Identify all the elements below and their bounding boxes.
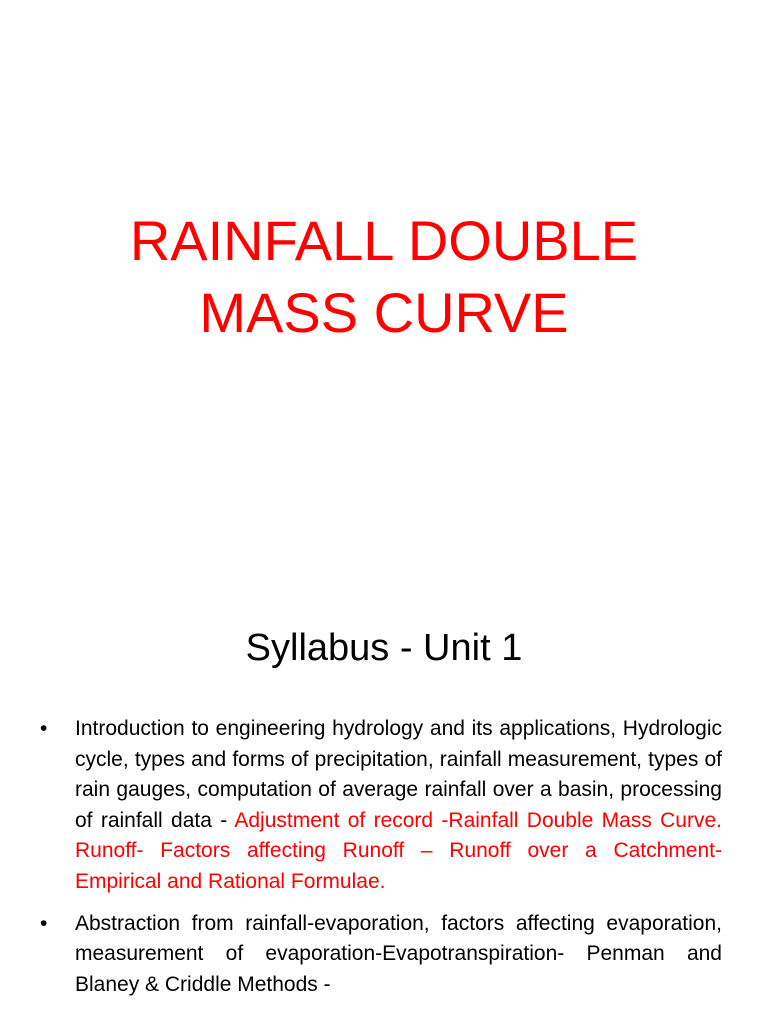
syllabus-heading: Syllabus - Unit 1 <box>245 627 523 669</box>
bullet-icon: • <box>40 911 48 935</box>
syllabus-bullet-list <box>40 714 722 1011</box>
slide-title-line-1: RAINFALL DOUBLE <box>129 209 639 272</box>
syllabus-bullet-item <box>40 714 722 898</box>
slide-title-line-2: MASS CURVE <box>199 281 569 344</box>
bullet-text: Introduction to engineering hydrology and its applications, Hydrologic cycle, types and forms of precipitation, rainfall measurement, types of rain gauges, computation of average rainfall over a basin, processing of rainfall data - <box>75 717 722 832</box>
slide-title <box>0 205 768 349</box>
syllabus-bullet-item <box>40 909 722 1001</box>
bullet-highlight-text: Adjustment of record -Rainfall Double Mass Curve. Runoff- Factors affecting Runoff – Runoff over a Catchment- Empirical and Rational Formulae. <box>75 808 722 893</box>
bullet-icon: • <box>40 717 48 740</box>
bullet-text: Abstraction from rainfall-evaporation, factors affecting evaporation, measurement of evaporation-Evapotranspiration- Penman and Blaney & Criddle Methods - <box>75 911 722 996</box>
